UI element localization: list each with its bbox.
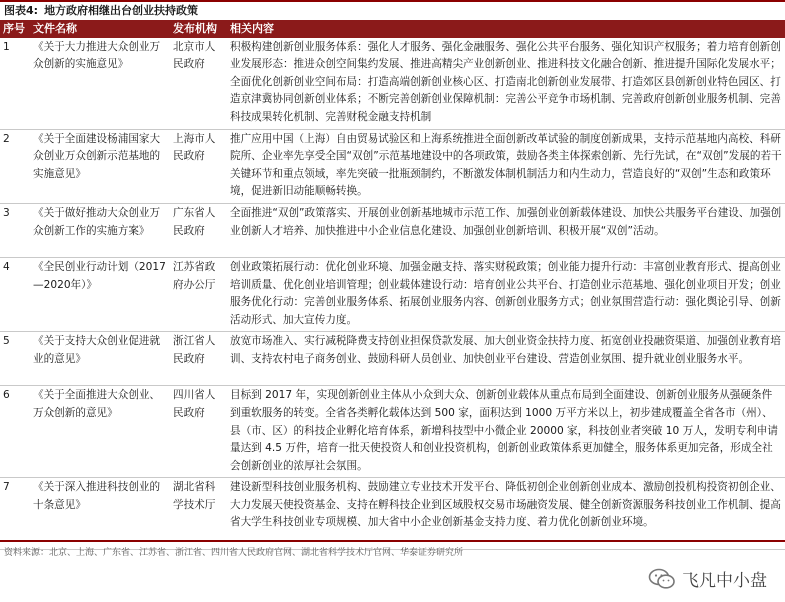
row-doc: 《关于支持大众创业促进就业的意见》 — [30, 332, 170, 386]
row-content: 目标到 2017 年，实现创新创业主体从小众到大众、创新创业载体从重点布局到全面建设、创新创业服务从强硬条件到重软服务的转变。全省各类孵化载体达到 500 家，面积达到 1000 万平方米以上，初步建成覆盖全省各市（州）、县（市、区）的科技企业孵化培育体系，新增科技型中小微企业 20000 家，科技创业者突破 10 万人，发明专利申请量达到 4.5 万件，培育一批天使投资人和创业投资机构，创新创业政策体系更加健全，服务体系更加完备，形成全社会创新创业的浓厚社会氛围。 — [227, 386, 785, 478]
row-content: 积极构建创新创业服务体系：强化人才服务、强化金融服务、强化公共平台服务、强化知识产权服务；着力培育创新创业发展形态：推进众创空间集约发展、推进高精尖产业创新创业、推进科技文化融合创新、推进提升国际化发展水平；全面优化创新创业空间布局：打造高端创新创业核心区、打造南北创新创业发展带、打造郊区县创新创业特色园区、打造京津冀协同创新创业体系；不断完善创新创业保障机制：完善公平竞争市场机制、完善政府创新创业服务机制、完善科技成果转化机制、完善财税金融支持机制 — [227, 38, 785, 129]
row-no: 7 — [0, 478, 30, 550]
row-doc: 《关于做好推动大众创业万众创新工作的实施方案》 — [30, 203, 170, 257]
watermark — [648, 566, 767, 591]
row-doc: 《关于全面建设杨浦国家大众创业万众创新示范基地的实施意见》 — [30, 129, 170, 203]
row-no: 2 — [0, 129, 30, 203]
table-row — [0, 478, 785, 550]
row-content: 全面推进“双创”政策落实、开展创业创新基地城市示范工作、加强创业创新载体建设、加快公共服务平台建设、加强创业创新人才培养、加快推进中小企业信息化建设、加强创业创新培训、积极开展“双创”活动。 — [227, 203, 785, 257]
header-no: 序号 — [0, 20, 30, 38]
row-org: 浙江省人民政府 — [170, 332, 227, 386]
row-org: 湖北省科学技术厅 — [170, 478, 227, 550]
table-row — [0, 129, 785, 203]
row-doc: 《全民创业行动计划（2017—2020年）》 — [30, 257, 170, 331]
row-org: 江苏省政府办公厅 — [170, 257, 227, 331]
wechat-icon — [648, 568, 676, 590]
header-content: 相关内容 — [227, 20, 785, 38]
row-content: 创业政策拓展行动：优化创业环境、加强金融支持、落实财税政策；创业能力提升行动：丰富创业教育形式、提高创业培训质量、优化创业培训管理；创业载体建设行动：培育创业公共平台、打造创业示范基地、强化创业项目开发；创业服务优化行动：完善创业服务体系、拓展创业服务内容、创新创业服务方式；创业氛围营造行动：强化舆论引导、创新活动形式、加大宣传力度。 — [227, 257, 785, 331]
row-doc: 《关于深入推进科技创业的十条意见》 — [30, 478, 170, 550]
source-note: 资料来源：北京、上海、广东省、江苏省、浙江省、四川省人民政府官网、湖北省科学技术厅官网、华泰证券研究所 — [4, 548, 464, 558]
figure-title-text: 地方政府相继出台创业扶持政策 — [44, 4, 199, 17]
row-no: 1 — [0, 38, 30, 129]
header-doc: 文件名称 — [30, 20, 170, 38]
figure-label: 图表4: — [4, 4, 39, 17]
row-doc: 《关于大力推进大众创业万众创新的实施意见》 — [30, 38, 170, 129]
row-org: 北京市人民政府 — [170, 38, 227, 129]
row-no: 6 — [0, 386, 30, 478]
row-no: 3 — [0, 203, 30, 257]
header-org: 发布机构 — [170, 20, 227, 38]
row-org: 四川省人民政府 — [170, 386, 227, 478]
table-row — [0, 38, 785, 129]
figure-title — [0, 0, 785, 20]
row-no: 4 — [0, 257, 30, 331]
row-no: 5 — [0, 332, 30, 386]
row-content: 建设新型科技创业服务机构、鼓励建立专业技术开发平台、降低初创企业创新创业成本、激励创投机构投资初创企业、大力发展天使投资基金、支持在孵科技企业到区域股权交易市场融资发展、健全创新资源服务科技创业工作机制、提高省大学生科技创业专项规模、加大省中小企业创新基金支持力度、着力优化创新创业环境。 — [227, 478, 785, 550]
row-content: 放宽市场准入、实行减税降费支持创业担保贷款发展、加大创业资金扶持力度、拓宽创业投融资渠道、加强创业教育培训、支持农村电子商务创业、鼓励科研人员创业、加快创业平台建设、营造创业氛围、提升就业创业服务水平。 — [227, 332, 785, 386]
row-org: 广东省人民政府 — [170, 203, 227, 257]
table-row — [0, 386, 785, 478]
watermark-text: 飞凡中小盘 — [682, 571, 767, 591]
bottom-rule — [0, 540, 785, 542]
table-row — [0, 332, 785, 386]
table-header-row — [0, 20, 785, 38]
row-org: 上海市人民政府 — [170, 129, 227, 203]
table-row — [0, 257, 785, 331]
row-content: 推广应用中国（上海）自由贸易试验区和上海系统推进全面创新改革试验的制度创新成果，支持示范基地内高校、科研院所、企业率先享受全国“双创”示范基地建设中的各项政策，鼓励各类主体探索创新、先行先试，在“双创”发展的若干关键环节和重点领域，率先突破一批瓶颈制约，不断激发体制机制活力和内生动力，营造良好的“双创”生态和政策环境，促进新旧动能顺畅转换。 — [227, 129, 785, 203]
table-row — [0, 203, 785, 257]
row-doc: 《关于全面推进大众创业、万众创新的意见》 — [30, 386, 170, 478]
policy-table — [0, 20, 785, 550]
